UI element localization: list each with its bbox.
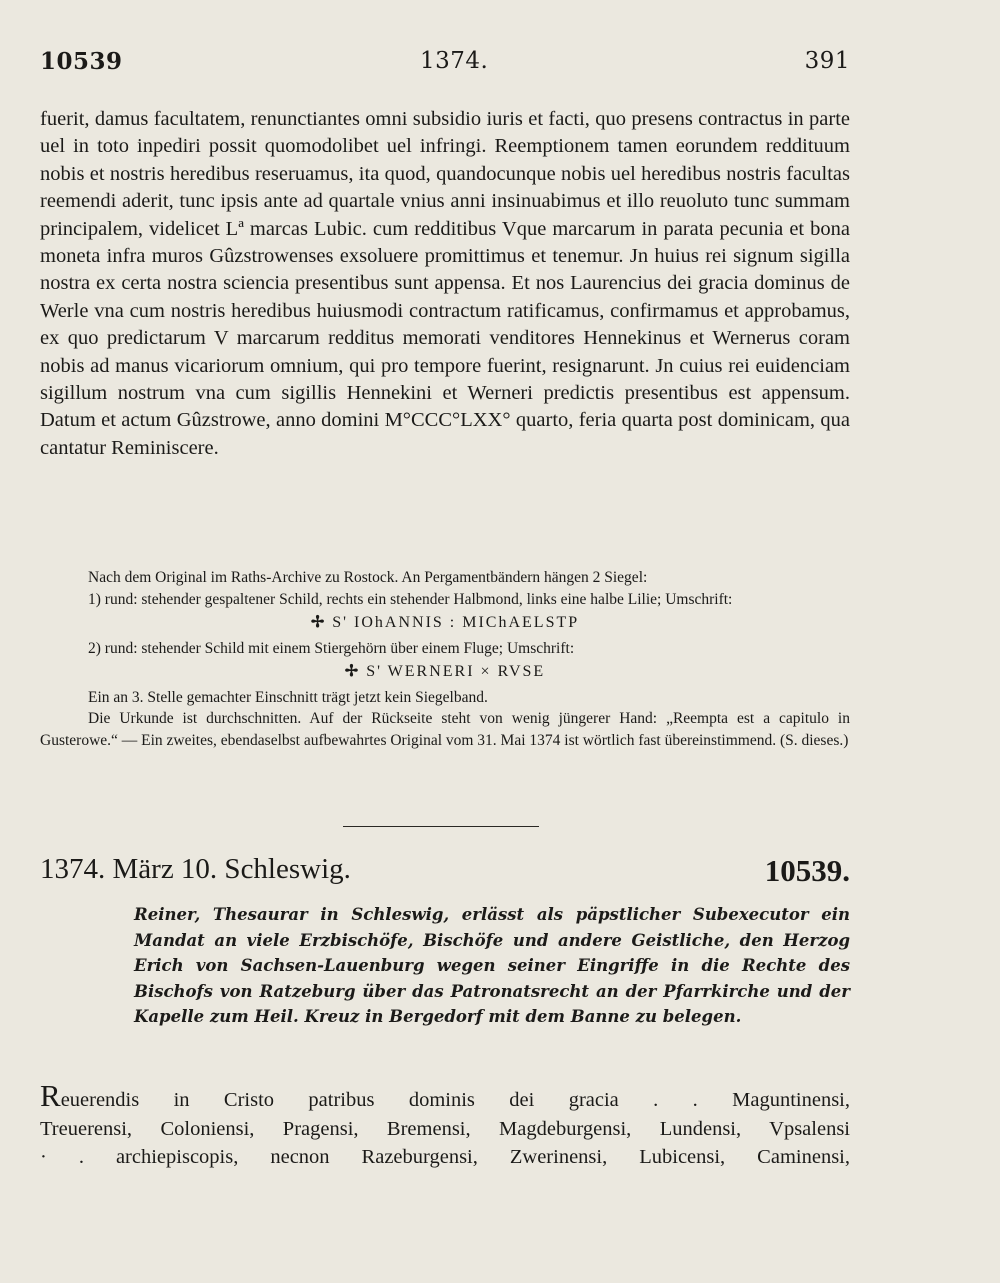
entry-date-place: 1374. März 10. Schleswig. <box>40 853 351 885</box>
charter-paragraph: fuerit, damus facultatem, renunctiantes omni subsidio iuris et facti, quo presens contractus in parte uel in toto inpediri possit quomodolibet uel infringi. Reemptionem tamen eorundem reddituum nobis et nostris heredibus reseruamus, ita quod, quandocunque nobis uel heredibus nostris facultas reemendi aderit, tunc ipsis ante ad quartale vnius anni insinuabimus et illo reuoluto tunc summam principalem, videlicet Lª marcas Lubic. cum redditibus Vque marcarum in parata pecunia et bona moneta infra muros Gûzstrowenses exsoluere promittimus et tenemur. Jn huius rei signum sigilla nostra ex certa nostra sciencia presentibus sunt appensa. Et nos Laurencius dei gracia dominus de Werle vna cum nostris heredibus huiusmodi contractum ratificamus, confirmamus et approbamus, ex quo predictarum V marcarum redditus memorati venditores Hennekinus et Wernerus coram nobis ad manus vicariorum omnium, qui pro tempore fuerint, resignarunt. Jn cuius rei euidenciam sigillum nostrum vna cum sigillis Hennekini et Werneri predictis presentibus est appensum. Datum et actum Gûzstrowe, anno domini M°CCC°LXX° quarto, feria quarta post dominicam, qua cantatur Reminiscere. <box>40 108 850 459</box>
section-divider <box>343 826 539 827</box>
header-document-number: 10539 <box>40 48 123 75</box>
seal-1-legend-text: S' IOhANNIS : MIChAELSTP <box>332 614 580 631</box>
page-header <box>40 48 850 82</box>
seal-2-legend-text: S' WERNERI × RVSE <box>366 663 546 680</box>
document-line-3: · . archiepiscopis, necnon Razeburgensi, Zwerinensi, Lubicensi, Caminensi, <box>40 1146 850 1168</box>
header-page-number: 391 <box>804 48 850 74</box>
note-remark: Die Urkunde ist durchschnitten. Auf der Rückseite steht von wenig jüngerer Hand: „Reempta est a capitulo in Gusterowe.“ — Ein zweites, ebendaselbst aufbewahrtes Original vom 31. Mai 1374 ist wörtlich fast übereinstimmend. (S. dieses.) <box>40 710 850 749</box>
editorial-notes <box>40 567 850 751</box>
initial-letter: R <box>40 1078 61 1113</box>
document-line-2: Treuerensi, Coloniensi, Pragensi, Bremensi, Magdeburgensi, Lundensi, Vpsalensi <box>40 1117 850 1140</box>
entry-dateline <box>40 853 850 893</box>
seal-1-legend <box>40 612 850 634</box>
document-line-1-rest: euerendis in Cristo patribus dominis dei gracia . . Maguntinensi, <box>60 1089 850 1111</box>
charter-text <box>40 106 850 462</box>
cross-icon: ✢ <box>310 614 327 631</box>
note-source: Nach dem Original im Raths-Archive zu Rostock. An Pergamentbändern hängen 2 Siegel: <box>88 569 648 586</box>
document-line-1 <box>40 1078 850 1115</box>
note-seal-1: 1) rund: stehender gespaltener Schild, rechts ein stehender Halbmond, links eine halbe Lilie; Umschrift: <box>88 590 733 608</box>
header-year: 1374. <box>420 48 489 74</box>
entry-summary <box>134 902 850 1030</box>
summary-text: Reiner, Thesaurar in Schleswig, erlässt als päpstlicher Subexecutor ein Mandat an viele Erzbischöfe, Bischöfe und andere Geistliche, den Herzog Erich von Sachsen-Lauenburg wegen seiner Eingriffe in die Rechte des Bischofs von Ratzeburg über das Patronatsrecht an der Pfarrkirche und der Kapelle zum Heil. Kreuz in Bergedorf mit dem Banne zu belegen. <box>134 905 850 1026</box>
document-text <box>40 1078 850 1172</box>
seal-2-legend <box>40 661 850 683</box>
note-incision: Ein an 3. Stelle gemachter Einschnitt trägt jetzt kein Siegelband. <box>88 688 488 706</box>
note-seal-2: 2) rund: stehender Schild mit einem Stiergehörn über einem Fluge; Umschrift: <box>88 639 575 657</box>
entry-number: 10539. <box>764 853 850 888</box>
cross-icon: ✢ <box>344 663 361 680</box>
